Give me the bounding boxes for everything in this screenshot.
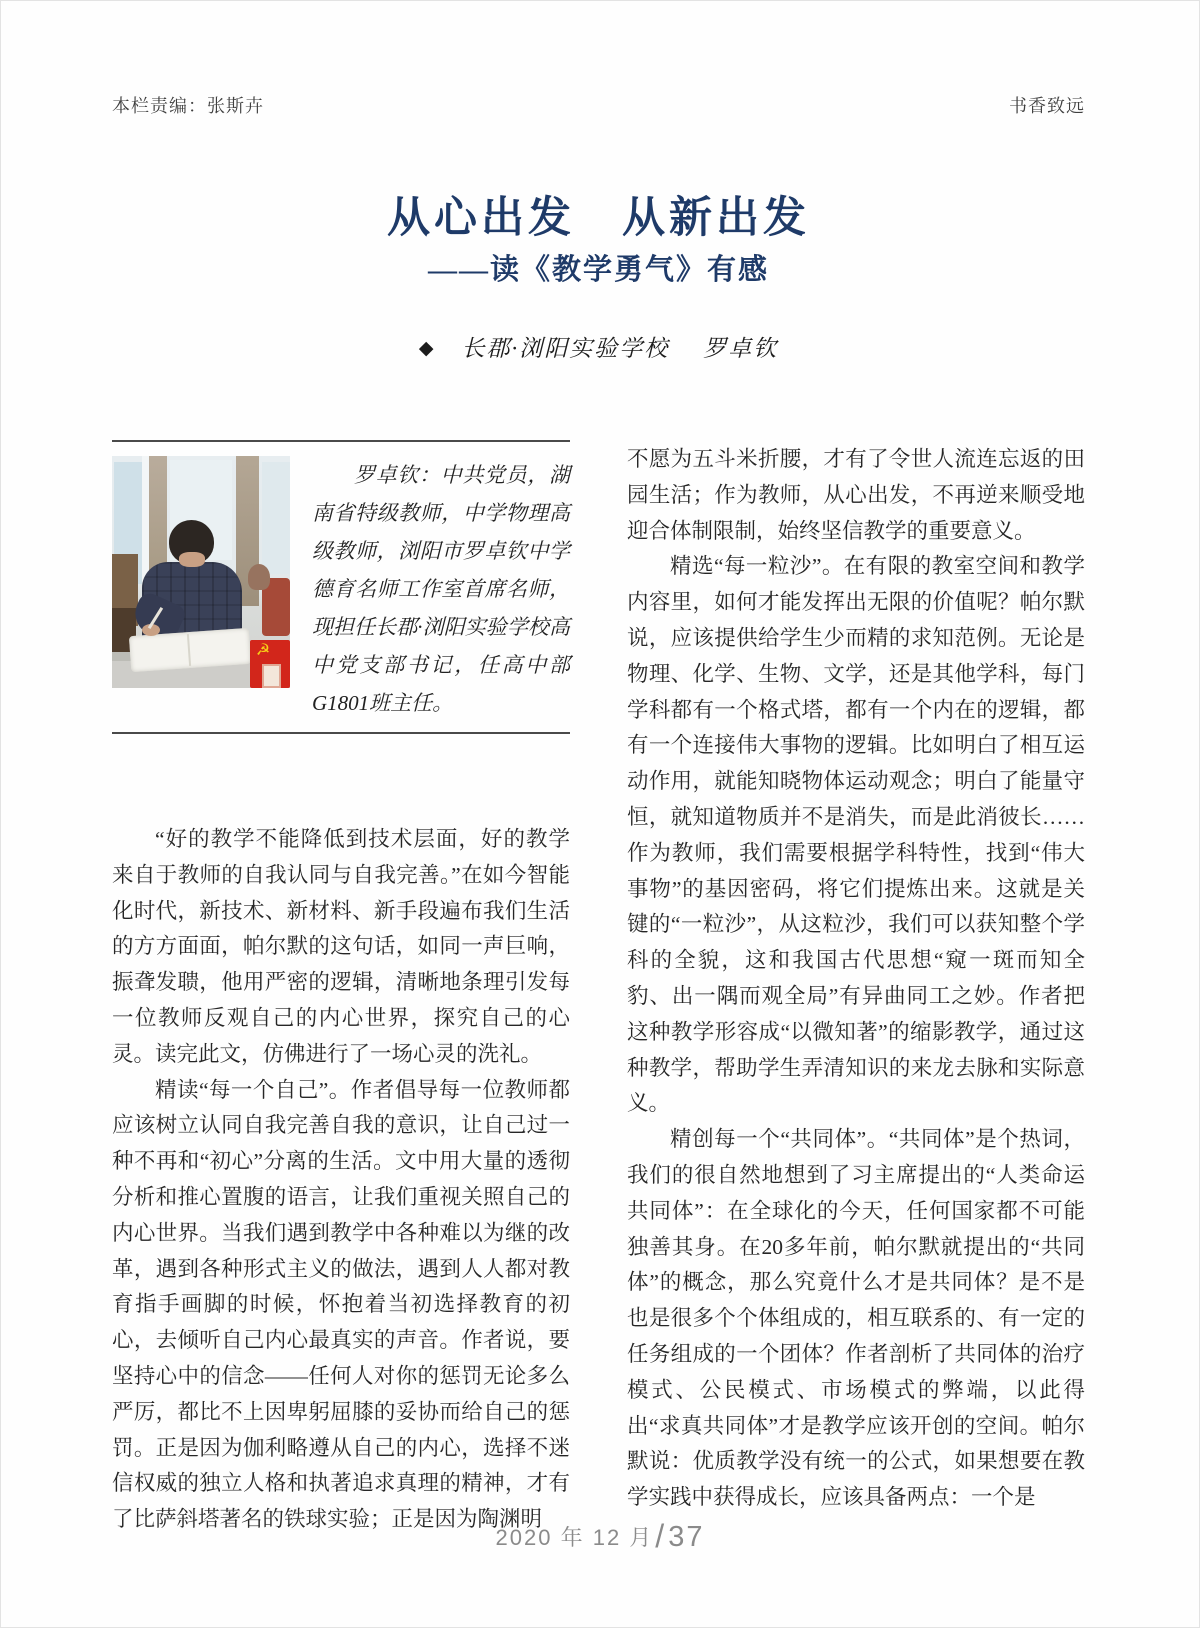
paragraph: 精创每一个“共同体”。“共同体”是个热词，我们的很自然地想到了习主席提出的“人类命运共同体”：在全球化的今天，任何国家都不可能独善其身。在20多年前，帕尔默就提出的“共同体”的概念，那么究竟什么才是共同体？是不是也是很多个个体组成的，相互联系的、有一定的任务组成的一个团体？作者剖析了共同体的治疗模式、公民模式、市场模式的弊端，以此得出“求真共同体”才是教学应该开创的空间。帕尔默说：优质教学没有统一的公式，如果想要在教学实践中获得成长，应该具备两点：一个是 <box>627 1127 1085 1510</box>
paragraph-continuation: 不愿为五斗米折腰，才有了令世人流连忘返的田园生活；作为教师，从心出发，不再逆来顺受地迎合体制限制，始终坚信教学的重要意义。 <box>627 447 1085 543</box>
author-bio-box <box>112 440 570 734</box>
right-column-text <box>627 442 1085 1516</box>
article-columns <box>112 440 1085 1538</box>
photo-background-person <box>248 564 270 590</box>
author-line <box>112 330 1085 363</box>
photo-window-pane <box>262 462 290 574</box>
section-name-label: 书香致远 <box>1009 96 1085 116</box>
article-subtitle: ——读《教学勇气》有感 <box>427 254 769 287</box>
paragraph: 精选“每一粒沙”。在有限的教室空间和教学内容里，如何才能发挥出无限的价值呢？帕尔默说，应该提供给学生少而精的求知范例。无论是物理、化学、生物、文学，还是其他学科，每门学科都有一个格式塔，都有一个内在的逻辑，都有一个连接伟大事物的逻辑。比如明白了相互运动作用，就能知晓物体运动观念；明白了能量守恒，就知道物质并不是消失，而是此消彼长……作为教师，我们需要根据学科特性，找到“伟大事物”的基因密码，将它们提炼出来。这就是关键的“一粒沙”，从这粒沙，我们可以获知整个学科的全貌，这和我国古代思想“窥一斑而知全豹、出一隅而观全局”有异曲同工之妙。作者把这种教学形容成“以微知著”的缩影教学，通过这种教学，帮助学生弄清知识的来龙去脉和实际意义。 <box>627 554 1085 1116</box>
page-number: 37 <box>668 1521 705 1553</box>
author-affiliation: 长郡·浏阳实验学校 <box>461 336 670 361</box>
diamond-bullet-icon: ◆ <box>418 338 436 359</box>
author-bio-text: 罗卓钦：中共党员，湖南省特级教师，中学物理高级教师，浏阳市罗卓钦中学德育名师工作室首席名师，现担任长郡·浏阳实验学校高中党支部书记，任高中部G1801班主任。 <box>312 463 570 715</box>
page-header <box>112 92 1085 118</box>
left-column-text <box>112 822 570 1538</box>
issue-date: 2020 年 12 月 <box>495 1525 654 1550</box>
article-title: 从心出发 从新出发 <box>387 195 810 242</box>
author-photo <box>112 456 290 688</box>
left-column <box>112 440 570 1538</box>
photo-id-picture <box>262 664 281 688</box>
photo-author-face <box>179 552 205 567</box>
right-column <box>627 440 1085 1538</box>
paragraph: “好的教学不能降低到技术层面，好的教学来自于教师的自我认同与自我完善。”在如今智能化时代，新技术、新材料、新手段遍布我们生活的方方面面，帕尔默的这句话，如同一声巨响，振聋发聩，他用严密的逻辑，清晰地条理引发每一位教师反观自己的内心世界，探究自己的心灵。读完此文，仿佛进行了一场心灵的洗礼。 <box>112 827 570 1066</box>
footer-slash: / <box>655 1518 667 1554</box>
party-emblem-icon: ☭ <box>255 640 271 659</box>
page-footer <box>0 1516 1200 1553</box>
column-editor-label: 本栏责编：张斯卉 <box>112 96 264 116</box>
author-name: 罗卓钦 <box>703 336 779 361</box>
article-title-block <box>112 194 1085 288</box>
paragraph: 精读“每一个自己”。作者倡导每一位教师都应该树立认同自我完善自我的意识，让自己过一种不再和“初心”分离的生活。文中用大量的透彻分析和推心置腹的语言，让我们重视关照自己的内心世界。当我们遇到教学中各种难以为继的改革，遇到各种形式主义的做法，遇到人人都对教育指手画脚的时候，怀抱着当初选择教育的初心，去倾听自己内心最真实的声音。作者说，要坚持心中的信念——任何人对你的惩罚无论多么严厉，都比不上因卑躬屈膝的妥协而给自己的惩罚。正是因为伽利略遵从自己的内心，选择不迷信权威的独立人格和执著追求真理的精神，才有了比萨斜塔著名的铁球实验；正是因为陶渊明 <box>112 1077 570 1532</box>
